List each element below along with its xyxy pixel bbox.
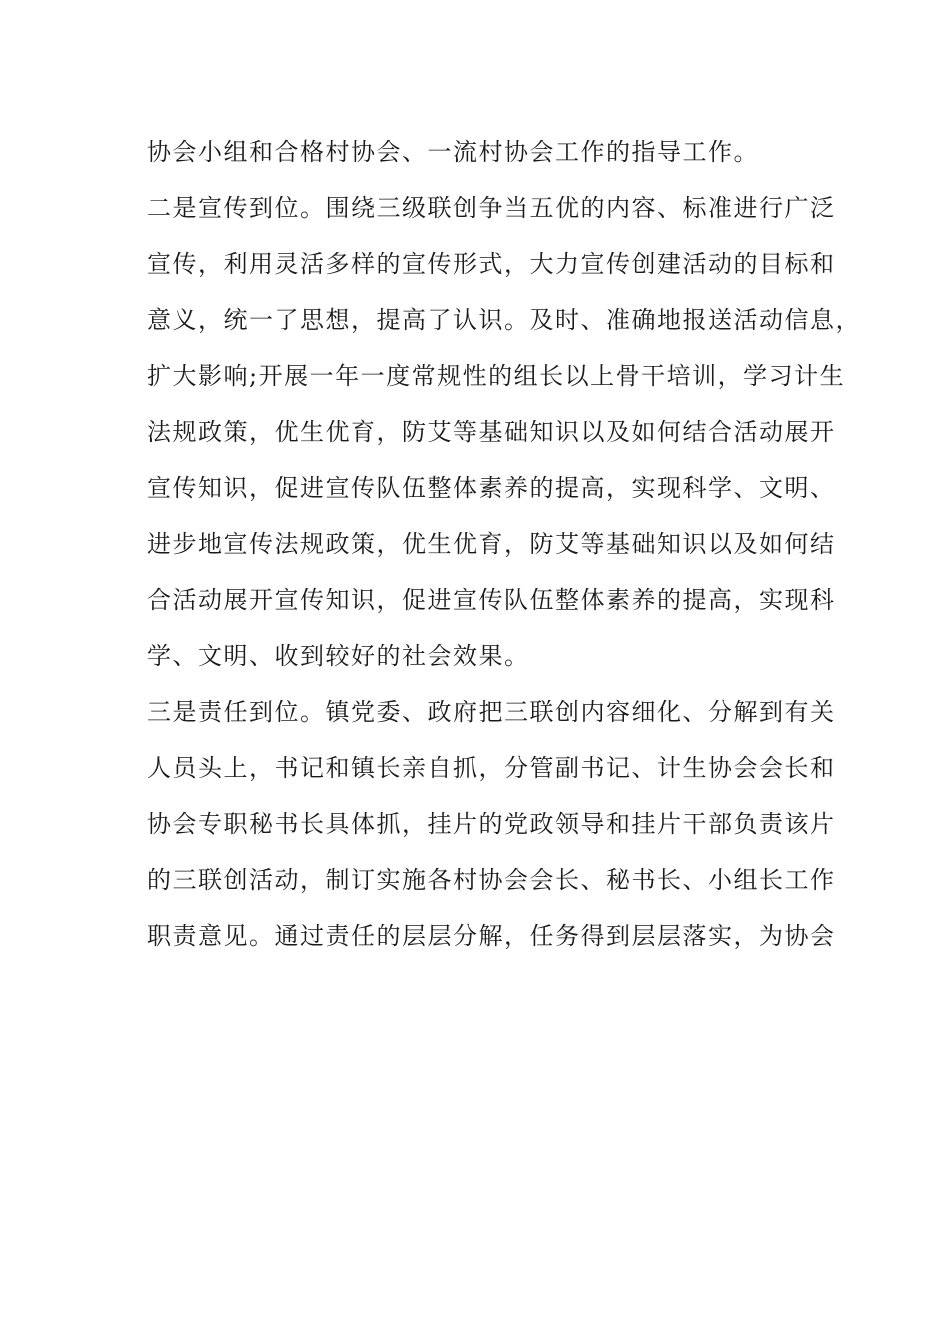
body-text xyxy=(147,130,861,970)
text-line: 学、文明、收到较好的社会效果。 xyxy=(147,642,530,670)
text-line: 意义，统一了思想，提高了认识。及时、准确地报送活动信息， xyxy=(147,306,861,334)
text-line: 的三联创活动，制订实施各村协会会长、秘书长、小组长工作 xyxy=(147,866,836,894)
text-line: 协会专职秘书长具体抓，挂片的党政领导和挂片干部负责该片 xyxy=(147,810,836,838)
text-line: 进步地宣传法规政策，优生优育，防艾等基础知识以及如何结 xyxy=(147,530,836,558)
text-line: 宣传，利用灵活多样的宣传形式，大力宣传创建活动的目标和 xyxy=(147,250,836,278)
text-line: 职责意见。通过责任的层层分解，任务得到层层落实，为协会 xyxy=(147,922,836,950)
text-line: 法规政策，优生优育，防艾等基础知识以及如何结合活动展开 xyxy=(147,418,836,446)
text-line: 人员头上，书记和镇长亲自抓，分管副书记、计生协会会长和 xyxy=(147,754,836,782)
text-line: 合活动展开宣传知识，促进宣传队伍整体素养的提高，实现科 xyxy=(147,586,836,614)
text-line: 宣传知识，促进宣传队伍整体素养的提高，实现科学、文明、 xyxy=(147,474,836,502)
text-line: 二是宣传到位。围绕三级联创争当五优的内容、标准进行广泛 xyxy=(147,194,836,222)
text-line: 扩大影响;开展一年一度常规性的组长以上骨干培训，学习计生 xyxy=(147,362,846,390)
text-line: 协会小组和合格村协会、一流村协会工作的指导工作。 xyxy=(147,138,759,166)
text-line: 三是责任到位。镇党委、政府把三联创内容细化、分解到有关 xyxy=(147,698,836,726)
